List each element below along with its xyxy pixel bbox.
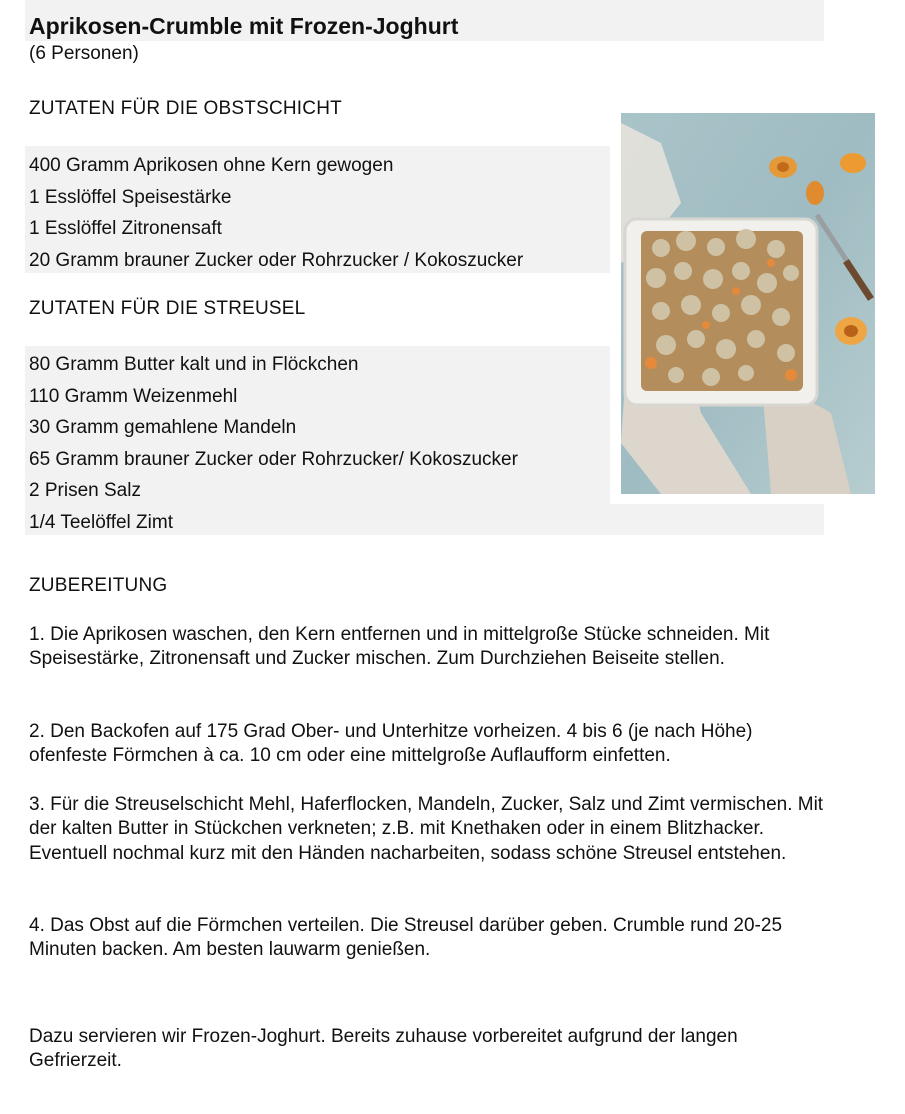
ingredient-item: 2 Prisen Salz bbox=[29, 480, 141, 502]
ingredient-item: 30 Gramm gemahlene Mandeln bbox=[29, 417, 297, 439]
preparation-step: 2. Den Backofen auf 175 Grad Ober- und Unterhitze vorheizen. 4 bis 6 (je nach Höhe) ofenfeste Förmchen à ca. 10 cm oder eine mittelgroße Auflaufform einfetten. bbox=[29, 721, 753, 767]
preparation-heading: ZUBEREITUNG bbox=[29, 575, 168, 596]
fruit-ingredient-list bbox=[25, 150, 523, 276]
servings-text: (6 Personen) bbox=[29, 43, 139, 64]
preparation-step: 1. Die Aprikosen waschen, den Kern entfernen und in mittelgroße Stücke schneiden. Mit Speisestärke, Zitronensaft und Zucker mischen. Zum Durchziehen Beiseite stellen. bbox=[29, 624, 770, 670]
streusel-ingredient-list bbox=[25, 349, 518, 539]
preparation-step: 4. Das Obst auf die Förmchen verteilen. Die Streusel darüber geben. Crumble rund 20-25 Minuten backen. Am besten lauwarm genießen. bbox=[29, 915, 783, 961]
fruit-layer-heading: ZUTATEN FÜR DIE OBSTSCHICHT bbox=[29, 98, 342, 119]
ingredient-item: 400 Gramm Aprikosen ohne Kern gewogen bbox=[29, 155, 394, 176]
preparation-step: 3. Für die Streuselschicht Mehl, Haferflocken, Mandeln, Zucker, Salz und Zimt vermischen. Mit der kalten Butter in Stückchen verkneten; z.B. mit Knethaken oder in einem Blitzhacker. Eventuell nochmal kurz mit den Händen nacharbeiten, sodass schöne Streusel entstehen. bbox=[29, 794, 824, 864]
streusel-heading: ZUTATEN FÜR DIE STREUSEL bbox=[29, 298, 306, 319]
ingredient-item: 1 Esslöffel Zitronensaft bbox=[29, 218, 222, 240]
ingredient-item: 1/4 Teelöffel Zimt bbox=[29, 511, 173, 533]
ingredient-item: 65 Gramm brauner Zucker oder Rohrzucker/ Kokoszucker bbox=[29, 448, 518, 470]
ingredient-item: 80 Gramm Butter kalt und in Flöckchen bbox=[29, 354, 359, 375]
crumble-photo bbox=[621, 113, 875, 494]
ingredient-item: 20 Gramm brauner Zucker oder Rohrzucker / Kokoszucker bbox=[29, 249, 524, 271]
recipe-title: Aprikosen-Crumble mit Frozen-Joghurt bbox=[29, 13, 459, 39]
ingredient-item: 1 Esslöffel Speisestärke bbox=[29, 186, 232, 208]
serving-note: Dazu servieren wir Frozen-Joghurt. Bereits zuhause vorbereitet aufgrund der langen Gefrierzeit. bbox=[29, 1026, 738, 1072]
ingredient-item: 110 Gramm Weizenmehl bbox=[29, 385, 238, 407]
